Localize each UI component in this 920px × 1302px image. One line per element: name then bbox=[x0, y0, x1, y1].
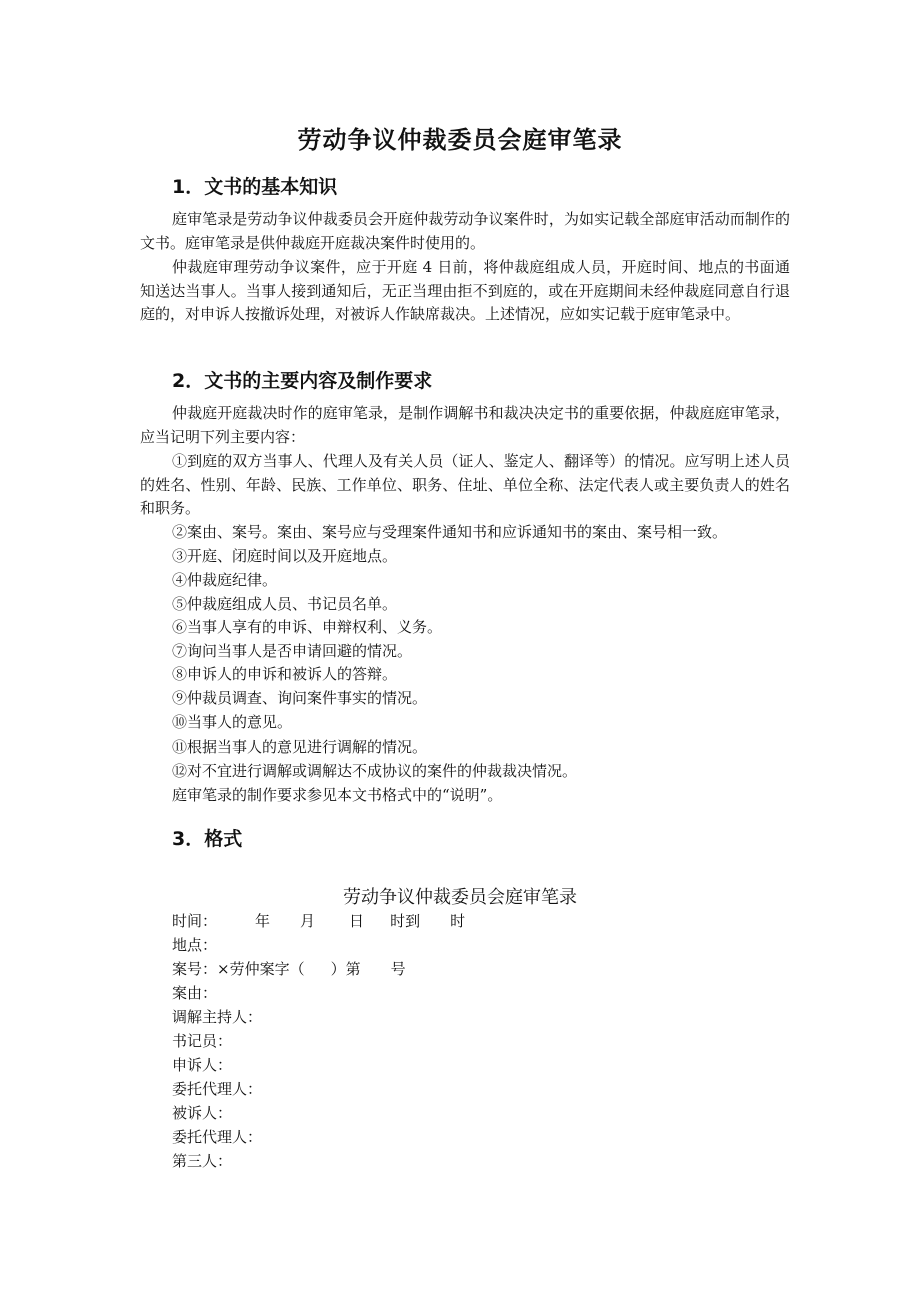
form-cause-line: 案由： bbox=[172, 984, 218, 1002]
day-label: 日 bbox=[349, 912, 365, 930]
list-item: ④仲裁庭纪律。 bbox=[172, 571, 278, 589]
list-item: ⑩当事人的意见。 bbox=[172, 713, 293, 731]
list-item: ⑨仲裁员调查、询问案件事实的情况。 bbox=[172, 689, 428, 707]
form-time-line bbox=[172, 910, 465, 931]
list-item: ⑤仲裁庭组成人员、书记员名单。 bbox=[172, 595, 398, 613]
section-heading-basic-knowledge: 1．文书的基本知识 bbox=[172, 176, 338, 198]
paragraph-requirements-note: 庭审笔录的制作要求参见本文书格式中的“说明”。 bbox=[172, 786, 503, 804]
case-number-mid: ）第 bbox=[330, 960, 361, 978]
section-heading-main-content: 2．文书的主要内容及制作要求 bbox=[172, 370, 433, 392]
case-number-label: 案号：×劳仲案字（ bbox=[172, 960, 305, 978]
form-place-line: 地点： bbox=[172, 936, 218, 954]
form-applicant-line: 申诉人： bbox=[172, 1056, 233, 1074]
case-number-end: 号 bbox=[390, 960, 406, 978]
list-item: ⑦询问当事人是否申请回避的情况。 bbox=[172, 642, 413, 660]
form-third-party-line: 第三人： bbox=[172, 1152, 233, 1170]
list-item: ⑫对不宜进行调解或调解达不成协议的案件的仲裁裁决情况。 bbox=[172, 762, 578, 780]
year-label: 年 bbox=[255, 912, 271, 930]
page-title: 劳动争议仲裁委员会庭审笔录 bbox=[297, 125, 623, 154]
paragraph-basic-knowledge-2: 仲裁庭审理劳动争议案件，应于开庭 4 日前，将仲裁庭组成人员，开庭时间、地点的书面通知送达当事人。当事人接到通知后，无正当理由拒不到庭的，或在开庭期间未经仲裁庭同意自行退庭的，对申诉人按撤诉处理，对被诉人作缺席裁决。上述情况，应如实记载于庭审笔录中。 bbox=[140, 258, 790, 323]
list-item: ⑪根据当事人的意见进行调解的情况。 bbox=[172, 738, 428, 756]
list-item: ⑧申诉人的申诉和被诉人的答辩。 bbox=[172, 665, 398, 683]
form-title: 劳动争议仲裁委员会庭审笔录 bbox=[343, 887, 577, 908]
list-item: ⑥当事人享有的申诉、申辩权利、义务。 bbox=[172, 618, 443, 636]
section-heading-format: 3．格式 bbox=[172, 828, 243, 850]
list-item: ①到庭的双方当事人、代理人及有关人员（证人、鉴定人、翻译等）的情况。应写明上述人员的姓名、性别、年龄、民族、工作单位、职务、住址、单位全称、法定代表人或主要负责人的姓名和职务。 bbox=[140, 452, 790, 517]
form-respondent-agent-line: 委托代理人： bbox=[172, 1128, 263, 1146]
time-label: 时间： bbox=[172, 912, 218, 930]
list-item: ③开庭、闭庭时间以及开庭地点。 bbox=[172, 547, 398, 565]
list-item: ②案由、案号。案由、案号应与受理案件通知书和应诉通知书的案由、案号相一致。 bbox=[172, 523, 728, 541]
form-clerk-line: 书记员： bbox=[172, 1032, 233, 1050]
form-respondent-line: 被诉人： bbox=[172, 1104, 233, 1122]
form-case-number-line bbox=[172, 958, 406, 979]
paragraph-main-content-intro: 仲裁庭开庭裁决时作的庭审笔录，是制作调解书和裁决决定书的重要依据，仲裁庭庭审笔录，应当记明下列主要内容： bbox=[140, 404, 790, 446]
month-label: 月 bbox=[300, 912, 316, 930]
form-applicant-agent-line: 委托代理人： bbox=[172, 1080, 263, 1098]
hour-label: 时 bbox=[450, 912, 466, 930]
paragraph-basic-knowledge-1: 庭审笔录是劳动争议仲裁委员会开庭仲裁劳动争议案件时，为如实记载全部庭审活动而制作的文书。庭审笔录是供仲裁庭开庭裁决案件时使用的。 bbox=[140, 210, 790, 252]
form-mediator-line: 调解主持人： bbox=[172, 1008, 263, 1026]
hour-to-label: 时到 bbox=[390, 912, 421, 930]
